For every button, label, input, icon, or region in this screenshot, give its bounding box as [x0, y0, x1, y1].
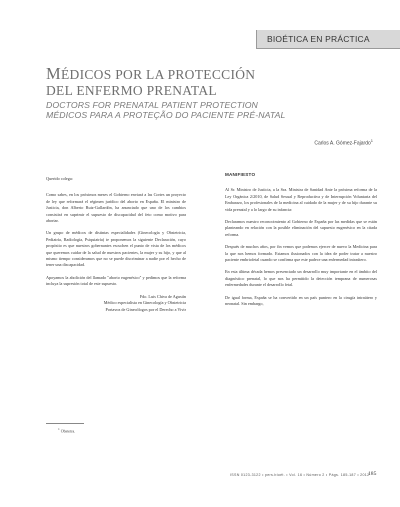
right-paragraph: En esta última década hemos presenciado un desarrollo muy importante en el ámbito del diagnóstico prenatal, lo que nos ha permitido la detección temprana de numerosas enfermedades durante el desarrollo fetal.: [225, 269, 377, 288]
author-name: Carlos A. Gómez-Fajardo: [314, 140, 371, 147]
letter-greeting: Querido colega:: [46, 176, 73, 181]
section-rule: [256, 48, 400, 49]
signature-line: Fdo. Luis Chiva de Agustín: [139, 293, 186, 299]
right-column: [225, 172, 377, 314]
left-paragraph: Como sabes, en los próximos meses el Gobierno enviará a las Cortes un proyecto de ley que reformará el régimen jurídico del aborto en España. El ministro de Justicia, don Alberto Ruiz-Gallardón, ha anunciado que uno de los cambios consistirá en suprimir el supuesto de discapacidad del feto como motivo para abortar.: [46, 192, 186, 224]
title-line2: DEL ENFERMO PRENATAL: [46, 83, 217, 98]
left-paragraph: Un grupo de médicos de distintas especialidades (Ginecología y Obstetricia, Pediatría, Radiología, Psiquiatría) te proponemos la siguiente Declaración, cuyo propósito es que nuestros gobernantes escuchen el punto de vista de los médicos que queremos cuidar de la salud de nuestros pacientes, la mujer y su hijo, y que al mismo tiempo consideramos que no se puede discriminar a nadie por el hecho de tener una discapacidad.: [46, 230, 186, 268]
article-title-english: DOCTORS FOR PRENATAL PATIENT PROTECTION: [46, 100, 258, 110]
section-label: BIOÉTICA EN PRÁCTICA: [256, 30, 400, 48]
right-paragraph: Al Sr. Ministro de Justicia, a la Sra. Ministra de Sanidad Ante la próxima reforma de la Ley Orgánica 2/2010, de Salud Sexual y Reproductiva y de Interrupción Voluntaria del Embarazo, los profesionales de la medicina al cuidado de la mujer y de su hijo durante su vida prenatal y a lo largo de su infancia:: [225, 187, 377, 212]
letter-signature: [46, 294, 186, 313]
journal-footer: ISSN 0123-3122 • pers.bioét. • Vol. 16 • Número 2 • Págs. 185-187 • 2012: [230, 473, 370, 477]
author-line: [314, 138, 373, 147]
article-title-block: [46, 66, 376, 120]
footnote-mark: 1: [58, 427, 60, 431]
page-number: 185: [368, 471, 377, 477]
title-first-letter: M: [46, 64, 61, 83]
article-title-spanish: [46, 66, 376, 98]
article-title-portuguese: MÉDICOS PARA A PROTEÇÃO DO PACIENTE PRÉ-NATAL: [46, 110, 286, 120]
author-footnote-mark: 1: [370, 138, 373, 143]
left-paragraph: Apoyamos la abolición del llamado "aborto eugenésico" y pedimos que la reforma incluya la supresión total de este supuesto.: [46, 274, 186, 287]
manifesto-heading: MANIFIESTO: [225, 172, 256, 177]
title-line1: ÉDICOS POR LA PROTECCIÓN: [60, 67, 256, 82]
signature-line: Portavoz de Ginecólogos por el Derecho a Vivir: [105, 306, 186, 312]
right-paragraph: Después de muchos años, por fin vemos que podemos ejercer de nuevo la Medicina para la que nos hemos formado. Estamos ilusionados con la idea de poder tratar a nuestro paciente embriofetal cuando se confirma que este padece una enfermedad intraútero.: [225, 244, 377, 263]
left-column: [46, 176, 186, 313]
right-paragraph: Declaramos nuestro reconocimiento al Gobierno de España por las medidas que se están planteando en relación con la posible eliminación del supuesto eugenésico en la citada reforma.: [225, 219, 377, 237]
signature-line: Médico especialista en Ginecología y Obstetricia: [103, 300, 186, 306]
footnote-rule: [46, 423, 84, 424]
right-paragraph: De igual forma, España se ha convertido en un país puntero en la cirugía intraútero y neonatal. Sin embargo,: [225, 294, 377, 307]
footnote-text: Obstetra.: [60, 428, 76, 434]
footnote: [58, 427, 75, 433]
